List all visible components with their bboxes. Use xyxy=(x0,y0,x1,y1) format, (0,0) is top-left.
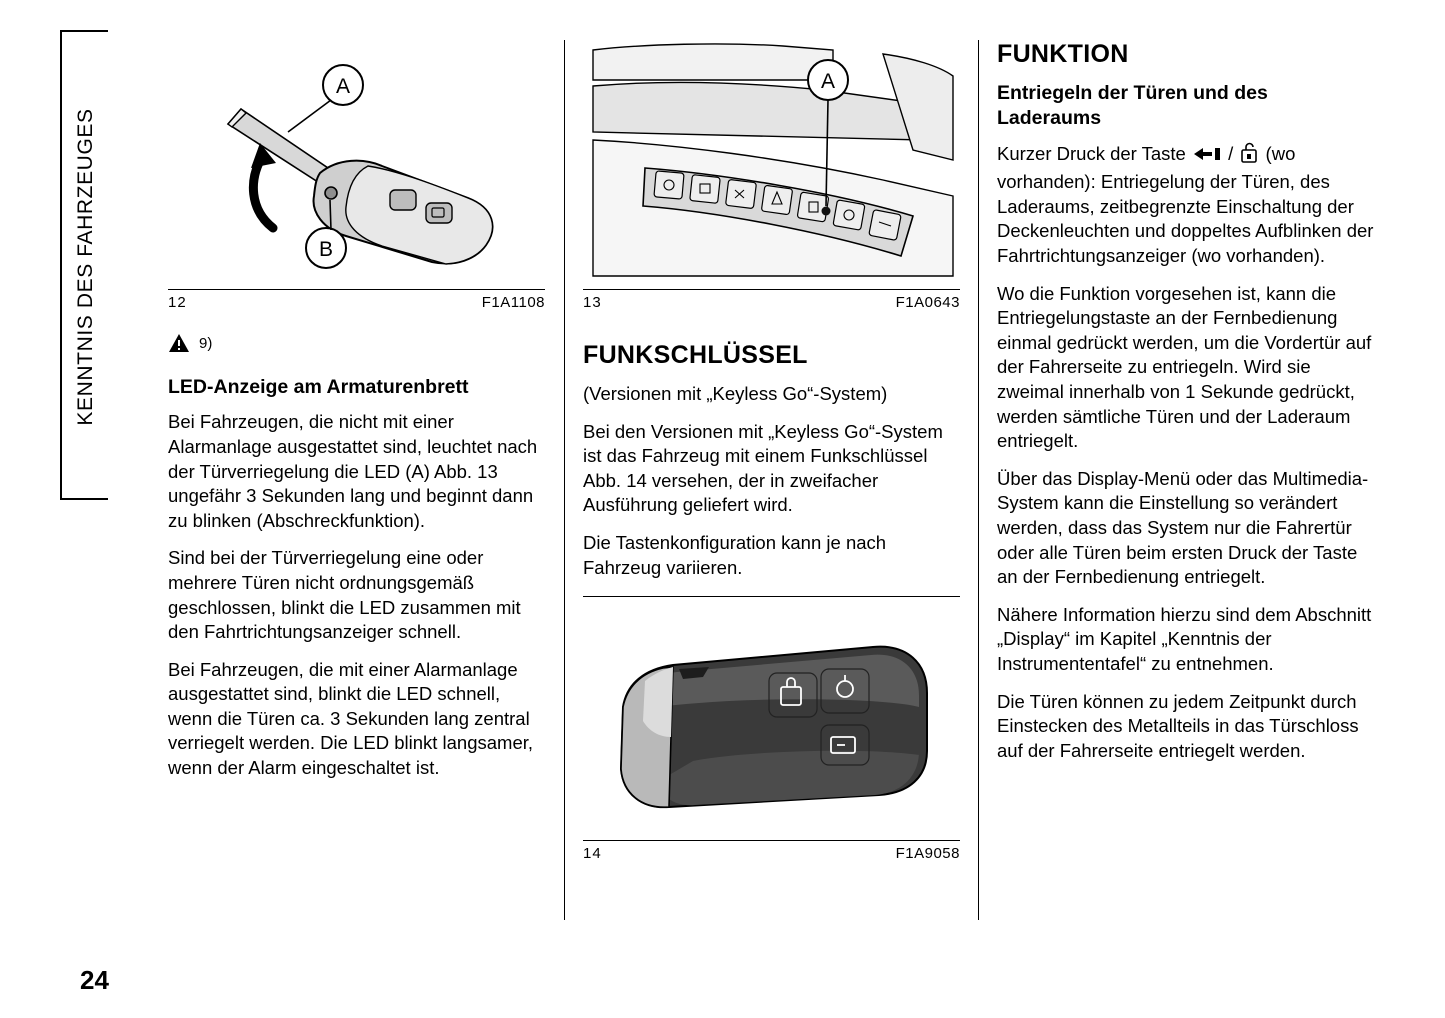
unlock-trunk-icon xyxy=(1239,142,1259,171)
figure-12-caption xyxy=(168,289,545,311)
col3-paragraph-3: Nähere Information hierzu sind dem Abschnitt „Display“ im Kapitel „Kenntnis der Instrumententafel“ zu entnehmen. xyxy=(997,603,1372,674)
col3-intro-separator: / xyxy=(1228,142,1234,164)
svg-text:A: A xyxy=(335,75,351,98)
col2-paragraph-1: (Versionen mit „Keyless Go“-System) xyxy=(583,383,888,404)
col2-paragraph-2: Bei den Versionen mit „Keyless Go“-System ist das Fahrzeug mit einem Funkschlüssel Abb. 14 versehen, der in zweifacher Ausführung geliefert wird. xyxy=(583,420,943,516)
figure-12-art xyxy=(168,40,545,285)
figure-13-caption xyxy=(583,289,960,311)
figure-14-art xyxy=(583,611,960,836)
figure-13-art xyxy=(583,40,960,285)
warning-triangle-icon xyxy=(168,333,190,353)
figure-13-code: F1A0643 xyxy=(895,294,960,311)
col3-intro-paragraph xyxy=(997,142,1377,269)
col3-paragraph-4: Die Türen können zu jedem Zeitpunkt durch Einstecken des Metallteils in das Türschloss auf der Fahrerseite entriegelt werden. xyxy=(997,690,1359,761)
unlock-doors-icon xyxy=(1192,144,1222,171)
col3-paragraph-2: Über das Display-Menü oder das Multimedia-System kann die Einstellung so verändert werden, dass das System nur die Fahrertür oder alle Türen beim ersten Druck der Taste an der Fernbedienung entriegelt. xyxy=(997,467,1369,588)
dashboard-switch-panel-illustration xyxy=(583,40,960,285)
column-divider-1 xyxy=(564,40,565,920)
funktion-subheading: Entriegeln der Türen und des Laderaums xyxy=(997,82,1268,130)
column-1 xyxy=(168,40,545,794)
figure-14-number: 14 xyxy=(583,845,602,863)
svg-text:A: A xyxy=(820,70,836,93)
figure-13-number: 13 xyxy=(583,294,602,311)
svg-text:B: B xyxy=(318,238,334,261)
col1-paragraph-1: Bei Fahrzeugen, die nicht mit einer Alarmanlage ausgestattet sind, leuchtet nach der Türverriegelung die LED (A) Abb. 13 ungefähr 3 Sekunden lang und beginnt dann zu blinken (Abschreckfunktion). xyxy=(168,411,538,531)
col3-intro-suffix: (wo vorhanden): Entriegelung der Türen, des Laderaums, zeitbegrenzte Einschaltung der Deckenleuchten und doppeltes Aufblinken der Fahrtrichtungsanzeiger (wo vorhanden). xyxy=(997,142,1374,267)
col3-paragraph-1: Wo die Funktion vorgesehen ist, kann die Entriegelungstaste an der Fernbedienung einmal gedrückt werden, um die Vordertür auf der Fahrerseite zu entriegeln. Wird sie zweimal innerhalb von 1 Sekunde gedrückt, werden sämtliche Türen und der Laderaum entriegelt. xyxy=(997,282,1372,452)
column-divider-2 xyxy=(978,40,979,920)
figure-12-code: F1A1108 xyxy=(481,294,545,311)
column-3 xyxy=(997,40,1377,776)
figure-12-number: 12 xyxy=(168,294,187,311)
warning-note-row xyxy=(168,333,545,353)
chapter-tab-label: KENNTNIS DES FAHRZEUGES xyxy=(74,108,97,426)
warning-note-number: 9) xyxy=(199,334,213,352)
figure-14-top-rule xyxy=(583,596,960,597)
figure-14-code: F1A9058 xyxy=(895,845,960,863)
col3-intro-prefix: Kurzer Druck der Taste xyxy=(997,142,1186,164)
led-section-heading: LED-Anzeige am Armaturenbrett xyxy=(168,376,469,398)
col2-paragraph-3: Die Tastenkonfiguration kann je nach Fahrzeug variieren. xyxy=(583,531,887,578)
keyless-remote-illustration xyxy=(583,611,960,836)
col1-paragraph-2: Sind bei der Türverriegelung eine oder mehrere Türen nicht ordnungsgemäß geschlossen, blinkt die LED zusammen mit den Fahrtrichtungsanzeiger schnell. xyxy=(168,547,521,643)
funkschluessel-heading: FUNKSCHLÜSSEL xyxy=(583,341,808,369)
chapter-tab xyxy=(60,30,108,500)
flip-key-illustration xyxy=(168,40,545,285)
figure-14-caption xyxy=(583,840,960,862)
funktion-heading: FUNKTION xyxy=(997,40,1129,68)
figure-12 xyxy=(168,40,545,311)
figure-13 xyxy=(583,40,960,311)
figure-14 xyxy=(583,611,960,862)
col1-paragraph-3: Bei Fahrzeugen, die mit einer Alarmanlage ausgestattet sind, blinkt die LED schnell, wenn die Türen ca. 3 Sekunden lang zentral verriegelt werden. Die LED blinkt langsamer, wenn der Alarm eingeschaltet ist. xyxy=(168,658,534,779)
page-number: 24 xyxy=(80,965,109,995)
column-2 xyxy=(583,40,960,862)
